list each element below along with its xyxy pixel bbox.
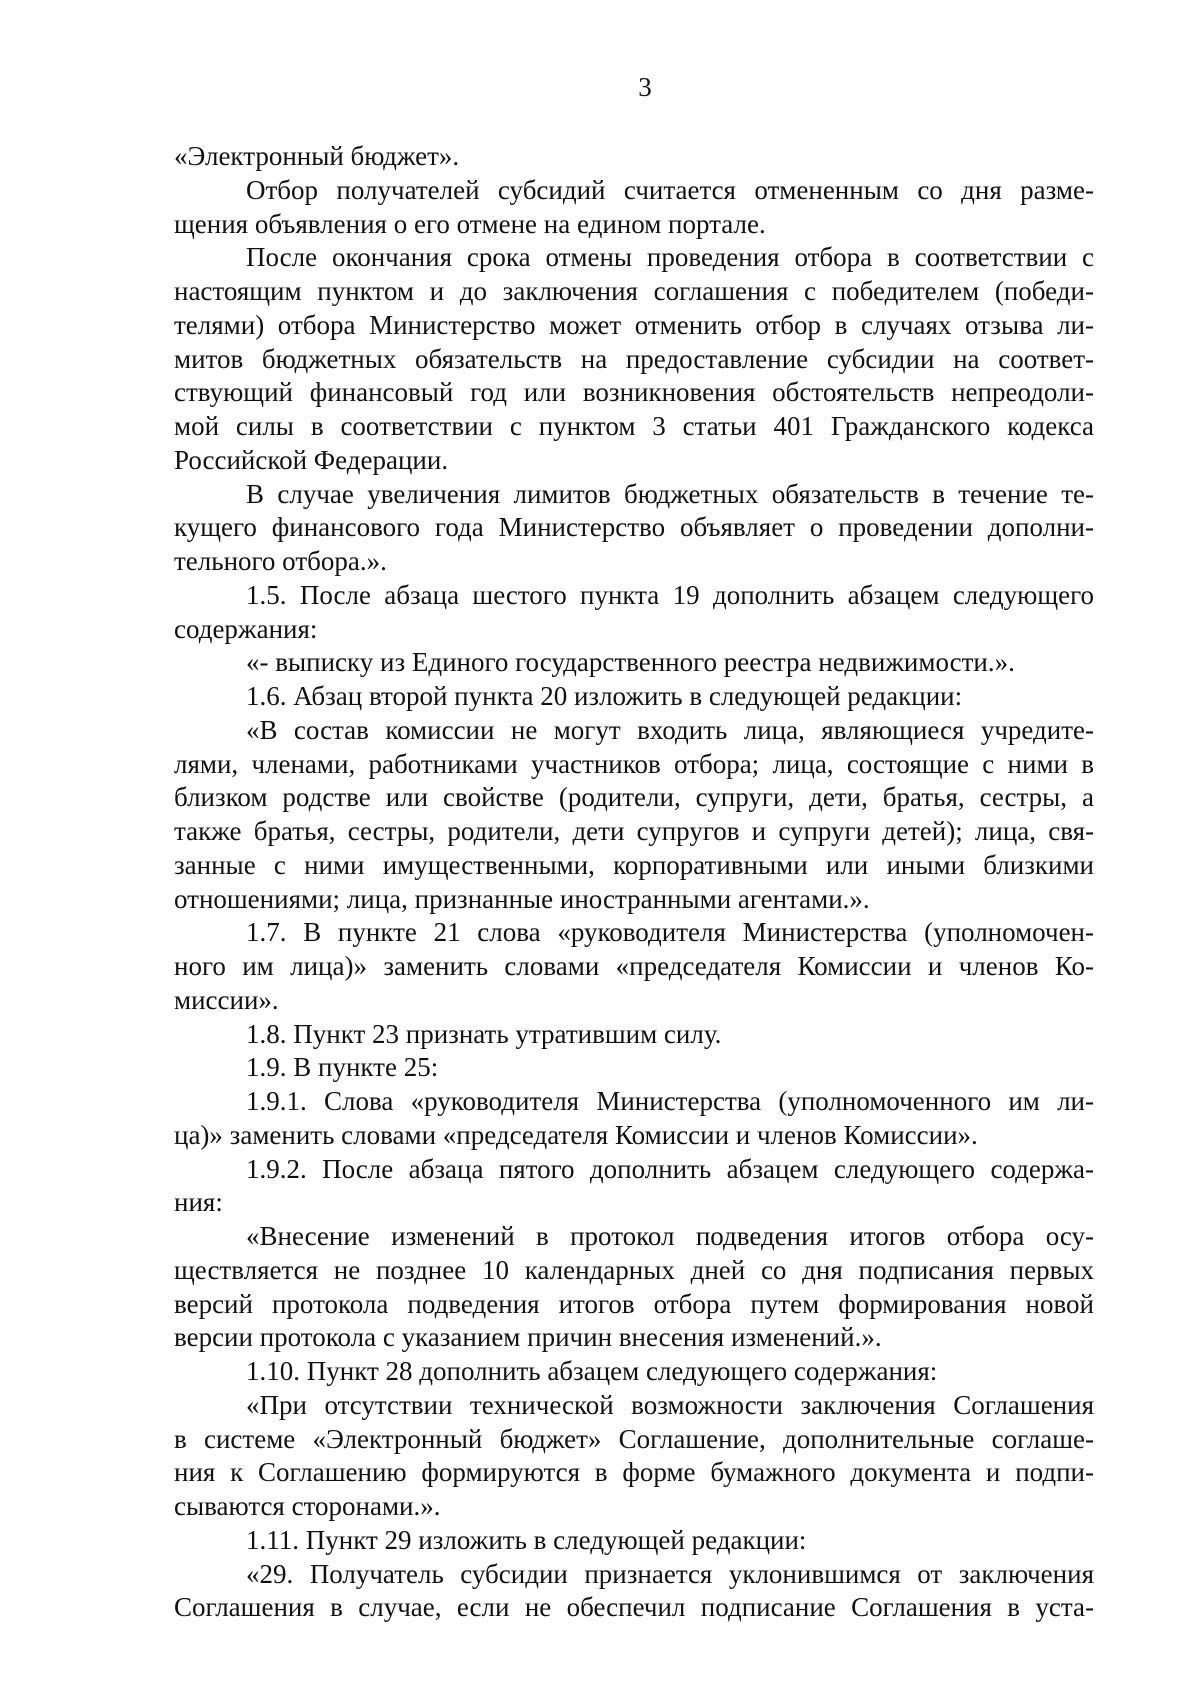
text-line: щения объявления о его отмене на едином портале.: [174, 208, 766, 239]
text-line: В случае увеличения лимитов бюджетных обязательств в течение те-: [246, 478, 1094, 509]
text-line: ного им лица)» заменить словами «председателя Комиссии и членов Ко-: [174, 951, 1094, 981]
text-line: Соглашения в случае, если не обеспечил подписание Соглашения в уста-: [174, 1592, 1094, 1623]
text-line: отношениями; лица, признанные иностранными агентами.».: [174, 883, 870, 914]
text-line: митов бюджетных обязательств на предоставление субсидии на соответ-: [174, 343, 1094, 374]
text-line: «29. Получатель субсидии признается уклонившимся от заключения: [246, 1558, 1094, 1589]
text-line: 1.6. Абзац второй пункта 20 изложить в следующей редакции:: [246, 681, 963, 711]
text-line: версии протокола с указанием причин внесения изменений.».: [174, 1322, 882, 1353]
text-line: После окончания срока отмены проведения отбора в соответствии с: [246, 242, 1094, 273]
text-line: близком родстве или свойстве (родители, супруги, дети, братья, сестры, а: [174, 782, 1094, 813]
text-line: занные с ними имущественными, корпоративными или иными близкими: [174, 849, 1094, 880]
text-line: миссии».: [174, 984, 279, 1015]
text-line: ния к Соглашению формируются в форме бумажного документа и подпи-: [174, 1457, 1094, 1488]
text-line: 1.7. В пункте 21 слова «руководителя Министерства (уполномочен-: [246, 917, 1094, 948]
text-line: настоящим пунктом и до заключения соглашения с победителем (победи-: [174, 276, 1094, 306]
text-line: содержания:: [174, 613, 318, 644]
text-line: также братья, сестры, родители, дети супругов и супруги детей); лица, свя-: [174, 816, 1094, 846]
text-line: ния:: [174, 1187, 223, 1218]
text-line: 1.8. Пункт 23 признать утратившим силу.: [246, 1018, 722, 1049]
text-line: 1.9. В пункте 25:: [246, 1052, 439, 1083]
text-line: тельного отбора.».: [174, 546, 387, 576]
text-line: сываются сторонами.».: [174, 1491, 441, 1521]
text-line: 1.11. Пункт 29 изложить в следующей редакции:: [246, 1524, 807, 1555]
text-line: 1.9.1. Слова «руководителя Министерства (уполномоченного им ли-: [246, 1086, 1094, 1116]
text-line: «При отсутствии технической возможности заключения Соглашения: [246, 1389, 1094, 1420]
text-line: Российской Федерации.: [174, 444, 449, 475]
text-line: «- выписку из Единого государственного реестра недвижимости.».: [246, 647, 1015, 678]
text-line: лями, членами, работниками участников отбора; лица, состоящие с ними в: [174, 748, 1094, 779]
text-line: 1.5. После абзаца шестого пункта 19 дополнить абзацем следующего: [246, 579, 1094, 610]
text-line: «В состав комиссии не могут входить лица, являющиеся учредите-: [246, 714, 1094, 745]
text-line: ществляется не позднее 10 календарных дней со дня подписания первых: [174, 1254, 1094, 1285]
text-line: Отбор получателей субсидий считается отмененным со дня разме-: [246, 174, 1094, 205]
text-line: 1.9.2. После абзаца пятого дополнить абзацем следующего содержа-: [246, 1153, 1094, 1184]
text-line: «Электронный бюджет».: [174, 141, 460, 171]
document-page: [174, 72, 1094, 1625]
text-line: мой силы в соответствии с пунктом 3 статьи 401 Гражданского кодекса: [174, 411, 1094, 441]
text-line: в системе «Электронный бюджет» Соглашение, дополнительные соглаше-: [174, 1423, 1094, 1454]
text-line: 1.10. Пункт 28 дополнить абзацем следующего содержания:: [246, 1356, 938, 1386]
text-line: телями) отбора Министерство может отменить отбор в случаях отзыва ли-: [174, 309, 1094, 340]
text-line: версий протокола подведения итогов отбора путем формирования новой: [174, 1288, 1094, 1319]
page-number: 3: [638, 72, 652, 102]
text-line: кущего финансового года Министерство объявляет о проведении дополни-: [174, 512, 1094, 543]
document-body: [174, 140, 1094, 1625]
text-line: «Внесение изменений в протокол подведения итогов отбора осу-: [246, 1221, 1094, 1251]
text-line: ствующий финансовый год или возникновения обстоятельств непреодоли-: [174, 377, 1094, 408]
text-line: ца)» заменить словами «председателя Комиссии и членов Комиссии».: [174, 1119, 978, 1150]
